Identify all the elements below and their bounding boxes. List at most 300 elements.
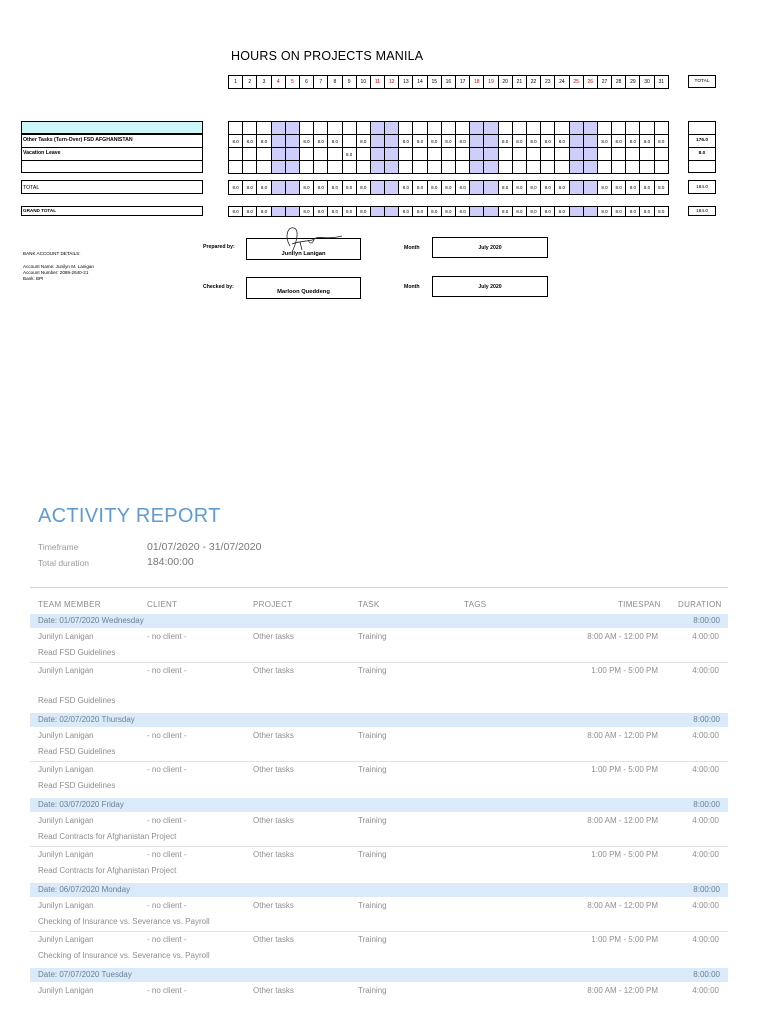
hour-cell: 8.0: [356, 207, 370, 217]
hour-cell: [342, 161, 356, 174]
col-task: TASK: [358, 600, 380, 609]
hour-cell: [640, 148, 654, 161]
hour-cell: 8.0: [612, 181, 626, 195]
entry-project: Other tasks: [253, 765, 294, 774]
total-hours-row: [229, 181, 669, 195]
col-team-member: TEAM MEMBER: [38, 600, 101, 609]
hour-cell: [569, 122, 583, 135]
entry-duration: 4:00:00: [692, 666, 719, 675]
hour-cell: 8.0: [299, 207, 313, 217]
hour-cell: [512, 122, 526, 135]
entry-duration: 4:00:00: [692, 816, 719, 825]
hour-cell: [257, 161, 271, 174]
total-grid: [228, 180, 669, 195]
hour-cell: [285, 207, 299, 217]
hour-cell: [512, 148, 526, 161]
day-header-cell: 23: [541, 76, 555, 89]
hour-cell: 8.0: [229, 135, 243, 148]
hour-cell: 8.0: [541, 135, 555, 148]
hour-cell: 8.0: [541, 207, 555, 217]
entry-task: Training: [358, 935, 387, 944]
entry-duration: 4:00:00: [692, 935, 719, 944]
date-label: Date: 02/07/2020 Thursday: [38, 715, 135, 724]
total-label-box: [21, 180, 203, 194]
hour-cell: 8.0: [229, 207, 243, 217]
hour-cell: [597, 148, 611, 161]
timesheet-title: HOURS ON PROJECTS MANILA: [231, 49, 424, 63]
hour-cell: [470, 207, 484, 217]
day-header-cell: 19: [484, 76, 498, 89]
entry-client: - no client -: [147, 632, 187, 641]
col-duration: DURATION: [678, 600, 722, 609]
hour-cell: [555, 161, 569, 174]
entry-project: Other tasks: [253, 816, 294, 825]
hour-cell: 8.0: [512, 135, 526, 148]
hour-cell: [328, 148, 342, 161]
highlight-row: [21, 121, 203, 134]
hour-cell: [583, 161, 597, 174]
hour-cell: [427, 122, 441, 135]
hour-cell: [569, 135, 583, 148]
hour-cell: [356, 122, 370, 135]
grand-total-label: GRAND TOTAL: [23, 208, 57, 213]
entry-member: Junilyn Lanigan: [38, 850, 94, 859]
day-header-cell: 21: [512, 76, 526, 89]
prepared-by-name: Junilyn Lanigan: [281, 251, 326, 257]
date-group-row: [30, 968, 728, 982]
day-header-cell: 1: [229, 76, 243, 89]
entry-duration: 4:00:00: [692, 901, 719, 910]
hour-cell: [229, 122, 243, 135]
hour-cell: 8.0: [441, 135, 455, 148]
hour-cell: 8.0: [498, 135, 512, 148]
hour-cell: 8.0: [555, 181, 569, 195]
hour-cell: 8.0: [612, 207, 626, 217]
hour-cell: 8.0: [257, 207, 271, 217]
entry-client: - no client -: [147, 765, 187, 774]
day-header-cell: 10: [356, 76, 370, 89]
grand-total: 184.0: [688, 206, 716, 216]
hour-cell: 8.0: [356, 135, 370, 148]
blank-row: [229, 122, 669, 135]
hour-cell: [456, 161, 470, 174]
bank-name: Bank: BPI: [23, 276, 44, 281]
day-header-cell: 24: [555, 76, 569, 89]
day-header-cell: 6: [299, 76, 313, 89]
hour-cell: 8.0: [243, 135, 257, 148]
hour-cell: [498, 122, 512, 135]
hour-cell: 8.0: [456, 181, 470, 195]
entry-separator: [30, 662, 728, 663]
hour-cell: [441, 148, 455, 161]
hour-cell: [385, 181, 399, 195]
account-number: Account Number: 2089-2640-21: [23, 270, 89, 275]
hour-cell: [299, 161, 313, 174]
hour-cell: [399, 148, 413, 161]
hour-cell: 8.0: [597, 135, 611, 148]
day-header-cell: 14: [413, 76, 427, 89]
hour-cell: [612, 161, 626, 174]
hour-cell: 8.0: [597, 181, 611, 195]
entry-timespan: 8:00 AM - 12:00 PM: [587, 816, 658, 825]
hour-cell: 8.0: [229, 181, 243, 195]
entry-project: Other tasks: [253, 666, 294, 675]
entry-task: Training: [358, 850, 387, 859]
hour-cell: [370, 135, 384, 148]
hour-cell: [484, 135, 498, 148]
entry-description: Checking of Insurance vs. Severance vs. Payroll: [38, 917, 210, 926]
hour-cell: [470, 161, 484, 174]
entry-member: Junilyn Lanigan: [38, 816, 94, 825]
hour-cell: 8.0: [512, 181, 526, 195]
hour-cell: [385, 207, 399, 217]
total-header: TOTAL: [688, 75, 716, 88]
entry-member: Junilyn Lanigan: [38, 765, 94, 774]
hour-cell: [271, 161, 285, 174]
hour-cell: [285, 161, 299, 174]
date-total: 8:00:00: [693, 715, 720, 724]
checked-by-name: Marloon Queddeng: [277, 289, 330, 295]
hour-cell: [484, 161, 498, 174]
day-header-cell: 2: [243, 76, 257, 89]
hour-cell: 8.0: [640, 207, 654, 217]
entry-description: Checking of Insurance vs. Severance vs. Payroll: [38, 951, 210, 960]
hour-cell: [271, 122, 285, 135]
hour-cell: [299, 148, 313, 161]
hour-cell: [229, 161, 243, 174]
col-client: CLIENT: [147, 600, 178, 609]
checked-by-box: [246, 277, 361, 299]
hour-cell: [413, 122, 427, 135]
hour-cell: [470, 122, 484, 135]
day-header-cell: 13: [399, 76, 413, 89]
grand-total-hours-row: [229, 207, 669, 217]
day-header-cell: 29: [626, 76, 640, 89]
entry-project: Other tasks: [253, 901, 294, 910]
hour-cell: [243, 148, 257, 161]
entry-client: - no client -: [147, 935, 187, 944]
hour-cell: [626, 161, 640, 174]
hour-cell: 8.0: [526, 207, 540, 217]
day-header-cell: 20: [498, 76, 512, 89]
hour-cell: [640, 161, 654, 174]
day-header-cell: 22: [526, 76, 540, 89]
hour-cell: [257, 148, 271, 161]
day-header-cell: 25: [569, 76, 583, 89]
hour-cell: [626, 148, 640, 161]
entry-timespan: 8:00 AM - 12:00 PM: [587, 901, 658, 910]
hour-cell: 8.0: [342, 181, 356, 195]
entry-project: Other tasks: [253, 935, 294, 944]
entry-description: Read FSD Guidelines: [38, 781, 116, 790]
hour-cell: [271, 207, 285, 217]
timeframe-value: 01/07/2020 - 31/07/2020: [147, 541, 262, 553]
col-timespan: TIMESPAN: [618, 600, 661, 609]
hour-cell: [342, 135, 356, 148]
entry-description: Read Contracts for Afghanistan Project: [38, 832, 177, 841]
entry-project: Other tasks: [253, 632, 294, 641]
hour-cell: [413, 161, 427, 174]
row-totals-box: [688, 121, 716, 173]
entry-description: Read FSD Guidelines: [38, 696, 116, 705]
hour-cell: [356, 148, 370, 161]
date-label: Date: 06/07/2020 Monday: [38, 885, 131, 894]
entry-task: Training: [358, 901, 387, 910]
hour-cell: [569, 161, 583, 174]
day-header-cell: 11: [370, 76, 384, 89]
hour-cell: [526, 122, 540, 135]
hour-cell: [498, 148, 512, 161]
hour-cell: [271, 181, 285, 195]
day-header-cell: 15: [427, 76, 441, 89]
hour-cell: [569, 181, 583, 195]
entry-client: - no client -: [147, 666, 187, 675]
day-header-cell: 18: [470, 76, 484, 89]
hour-cell: 8.0: [299, 181, 313, 195]
hour-cell: 8.0: [526, 181, 540, 195]
header-divider: [30, 587, 728, 588]
hour-cell: 8.0: [512, 207, 526, 217]
hour-cell: [541, 122, 555, 135]
date-total: 8:00:00: [693, 800, 720, 809]
hour-cell: [243, 122, 257, 135]
hour-cell: 8.0: [555, 207, 569, 217]
hour-cell: [427, 148, 441, 161]
hour-cell: [470, 135, 484, 148]
hour-cell: 8.0: [243, 181, 257, 195]
hour-cell: 8.0: [456, 207, 470, 217]
entry-task: Training: [358, 731, 387, 740]
entry-description: Read Contracts for Afghanistan Project: [38, 866, 177, 875]
day-header-cell: 26: [583, 76, 597, 89]
hour-cell: [484, 122, 498, 135]
entry-member: Junilyn Lanigan: [38, 901, 94, 910]
hour-cell: 8.0: [413, 181, 427, 195]
hour-cell: 8.0: [314, 181, 328, 195]
hour-cell: [612, 122, 626, 135]
entry-task: Training: [358, 632, 387, 641]
hour-cell: 8.0: [654, 181, 668, 195]
hour-cell: [370, 181, 384, 195]
hour-cell: [413, 148, 427, 161]
hour-cell: 8.0: [640, 135, 654, 148]
hour-cell: 8.0: [626, 181, 640, 195]
entry-client: - no client -: [147, 731, 187, 740]
bank-heading: BANK ACCOUNT DETAILS:: [23, 251, 81, 256]
entry-member: Junilyn Lanigan: [38, 986, 94, 995]
entry-client: - no client -: [147, 816, 187, 825]
hour-cell: [456, 148, 470, 161]
hour-cell: [541, 161, 555, 174]
hour-cell: [385, 161, 399, 174]
col-project: PROJECT: [253, 600, 293, 609]
day-header-cell: 8: [328, 76, 342, 89]
hour-cell: 8.0: [555, 135, 569, 148]
hour-cell: [569, 148, 583, 161]
hour-cell: 8.0: [427, 135, 441, 148]
hour-cell: [456, 122, 470, 135]
entry-client: - no client -: [147, 986, 187, 995]
hour-cell: 8.0: [612, 135, 626, 148]
entry-project: Other tasks: [253, 731, 294, 740]
leave-total: 8.0: [689, 148, 715, 161]
hour-cell: [271, 148, 285, 161]
total-duration-value: 184:00:00: [147, 556, 194, 568]
hour-cell: [569, 207, 583, 217]
entry-timespan: 1:00 PM - 5:00 PM: [591, 666, 658, 675]
hour-cell: [427, 161, 441, 174]
day-header-cell: 30: [640, 76, 654, 89]
entry-duration: 4:00:00: [692, 765, 719, 774]
hour-cell: [285, 181, 299, 195]
entry-member: Junilyn Lanigan: [38, 731, 94, 740]
date-group-row: [30, 798, 728, 812]
day-header-cell: 17: [456, 76, 470, 89]
hour-cell: [526, 148, 540, 161]
entry-project: Other tasks: [253, 850, 294, 859]
leave-row-label: Vacation Leave: [23, 150, 61, 156]
day-header-row: [228, 75, 669, 89]
entry-duration: 4:00:00: [692, 731, 719, 740]
entry-member: Junilyn Lanigan: [38, 935, 94, 944]
hour-cell: 8.0: [654, 135, 668, 148]
hour-cell: [484, 207, 498, 217]
date-total: 8:00:00: [693, 616, 720, 625]
entry-task: Training: [358, 765, 387, 774]
hour-cell: [597, 122, 611, 135]
hour-cell: [299, 122, 313, 135]
hour-cell: 8.0: [597, 207, 611, 217]
entry-task: Training: [358, 986, 387, 995]
hour-cell: [385, 122, 399, 135]
hour-cell: [612, 148, 626, 161]
hour-cell: [512, 161, 526, 174]
hour-cell: 8.0: [427, 181, 441, 195]
hour-cell: [285, 122, 299, 135]
hour-cell: 8.0: [328, 135, 342, 148]
entry-member: Junilyn Lanigan: [38, 632, 94, 641]
hour-cell: [271, 135, 285, 148]
day-header-cell: 31: [654, 76, 668, 89]
entry-duration: 4:00:00: [692, 632, 719, 641]
hour-cell: 8.0: [441, 181, 455, 195]
day-header-cell: 4: [271, 76, 285, 89]
hour-cell: 8.0: [626, 207, 640, 217]
task-hours-row: [229, 135, 669, 148]
hour-cell: 8.0: [328, 181, 342, 195]
hour-cell: 8.0: [399, 135, 413, 148]
date-group-row: [30, 883, 728, 897]
hour-cell: [328, 161, 342, 174]
entry-separator: [30, 761, 728, 762]
hour-cell: 8.0: [342, 207, 356, 217]
month-label-2: Month: [404, 284, 420, 290]
date-group-row: [30, 614, 728, 628]
hour-cell: [285, 135, 299, 148]
hour-cell: [640, 122, 654, 135]
hour-cell: [243, 161, 257, 174]
checked-by-label: Checked by:: [203, 284, 234, 290]
hour-cell: [470, 148, 484, 161]
entry-timespan: 8:00 AM - 12:00 PM: [587, 632, 658, 641]
hour-cell: 8.0: [526, 135, 540, 148]
hour-cell: [583, 148, 597, 161]
hour-cell: [314, 148, 328, 161]
day-header-cell: 27: [597, 76, 611, 89]
hour-cell: [285, 148, 299, 161]
leave-hours-row: [229, 148, 669, 161]
grand-total-grid: [228, 206, 669, 217]
day-header-cell: 12: [385, 76, 399, 89]
hour-cell: [555, 148, 569, 161]
hour-cell: [597, 161, 611, 174]
hour-cell: 8.0: [427, 207, 441, 217]
hour-cell: [583, 181, 597, 195]
hour-cell: [314, 122, 328, 135]
hour-cell: [555, 122, 569, 135]
day-header-cell: 3: [257, 76, 271, 89]
hour-cell: [229, 148, 243, 161]
hour-cell: [385, 135, 399, 148]
date-total: 8:00:00: [693, 970, 720, 979]
hours-grid: [228, 121, 669, 174]
hour-cell: [526, 161, 540, 174]
entry-duration: 4:00:00: [692, 986, 719, 995]
entry-project: Other tasks: [253, 986, 294, 995]
hour-cell: 8.0: [314, 207, 328, 217]
hour-cell: 8.0: [626, 135, 640, 148]
entry-client: - no client -: [147, 901, 187, 910]
hour-cell: [626, 122, 640, 135]
row-total: 184.0: [688, 180, 716, 194]
month-value-2: July 2020: [432, 276, 548, 297]
hour-cell: [541, 148, 555, 161]
signature-mark: [282, 222, 352, 256]
hour-cell: [441, 122, 455, 135]
entry-member: Junilyn Lanigan: [38, 666, 94, 675]
month-value-1: July 2020: [432, 237, 548, 258]
day-header-cell: 28: [612, 76, 626, 89]
report-title: ACTIVITY REPORT: [38, 505, 221, 527]
hour-cell: [342, 122, 356, 135]
entry-description: Read FSD Guidelines: [38, 747, 116, 756]
hour-cell: 8.0: [498, 207, 512, 217]
hour-cell: [484, 181, 498, 195]
hour-cell: 8.0: [257, 181, 271, 195]
entry-description: Read FSD Guidelines: [38, 648, 116, 657]
hour-cell: [385, 148, 399, 161]
date-group-row: [30, 713, 728, 727]
hour-cell: [498, 161, 512, 174]
entry-timespan: 1:00 PM - 5:00 PM: [591, 765, 658, 774]
date-label: Date: 01/07/2020 Wednesday: [38, 616, 144, 625]
entry-timespan: 1:00 PM - 5:00 PM: [591, 850, 658, 859]
entry-separator: [30, 846, 728, 847]
blank-row: [229, 161, 669, 174]
hour-cell: 8.0: [456, 135, 470, 148]
entry-timespan: 8:00 AM - 12:00 PM: [587, 986, 658, 995]
hour-cell: [328, 122, 342, 135]
hour-cell: 8.0: [541, 181, 555, 195]
day-header-cell: 5: [285, 76, 299, 89]
task-row-label: Other Tasks (Turn-Over) FSD AFGHANISTAN: [23, 137, 133, 143]
hour-cell: [399, 122, 413, 135]
entry-timespan: 1:00 PM - 5:00 PM: [591, 935, 658, 944]
hour-cell: [370, 207, 384, 217]
task-total: 176.0: [689, 135, 715, 148]
entry-timespan: 8:00 AM - 12:00 PM: [587, 731, 658, 740]
hour-cell: [583, 122, 597, 135]
